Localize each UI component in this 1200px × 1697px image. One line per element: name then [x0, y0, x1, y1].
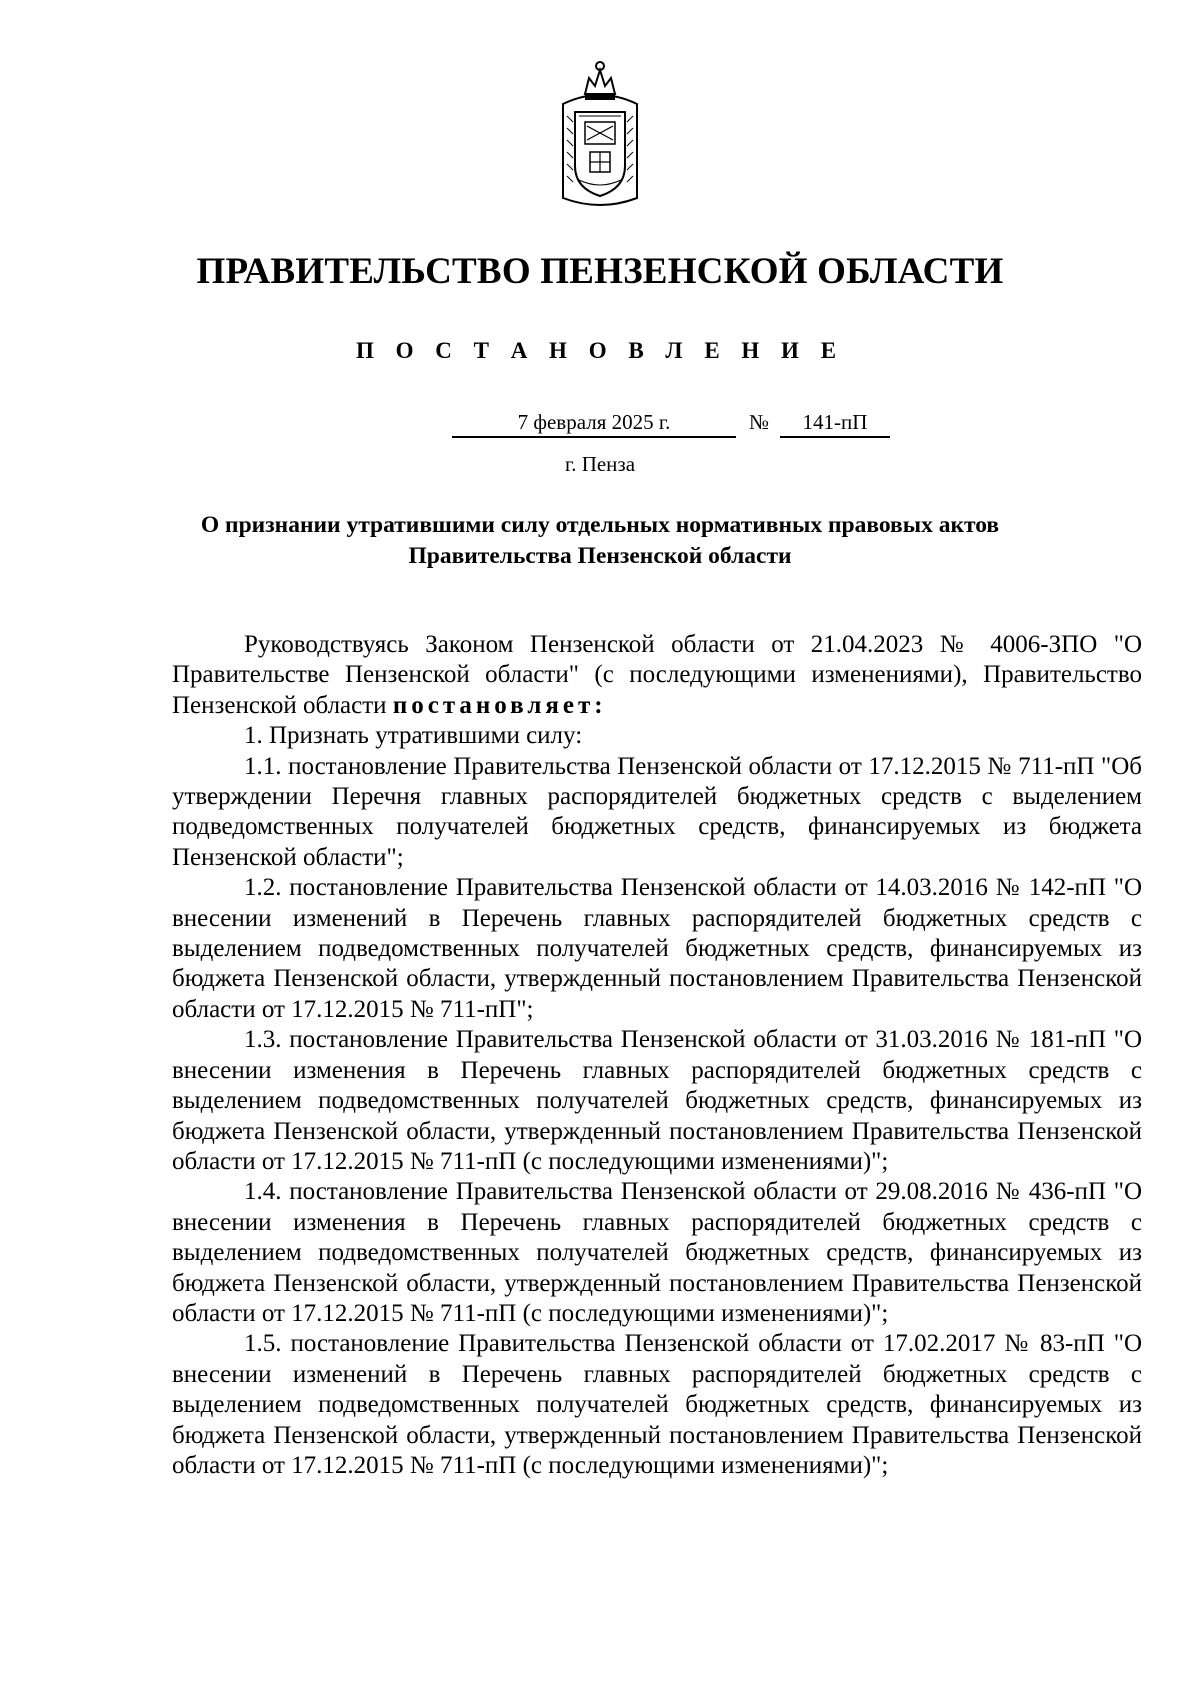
coat-of-arms-icon [545, 56, 655, 216]
date-number-line [0, 408, 1200, 438]
item-1: 1. Признать утратившими силу: [244, 722, 583, 750]
document-date: 7 февраля 2025 г. [452, 408, 736, 438]
document-number: 141-пП [780, 408, 890, 438]
item-1-2: 1.2. постановление Правительства Пензенской области от 14.03.2016 № 142-пП "О внесении изменений в Перечень главных распорядителей бюджетных средств с выделением подведомственных получателей бюджетных средств, финансируемых из бюджета Пензенской области, утвержденный постановлением Правительства Пензенской области от 17.12.2015 № 711-пП"; [172, 874, 1142, 1023]
resolves-word: постановляет: [392, 691, 607, 719]
organization-title: ПРАВИТЕЛЬСТВО ПЕНЗЕНСКОЙ ОБЛАСТИ [196, 251, 1004, 292]
document-subject [160, 510, 1040, 572]
number-sign: № [748, 410, 770, 434]
item-1-3: 1.3. постановление Правительства Пензенской области от 31.03.2016 № 181-пП "О внесении изменения в Перечень главных распорядителей бюджетных средств с выделением подведомственных получателей бюджетных средств, финансируемых из бюджета Пензенской области, утвержденный постановлением Правительства Пензенской области от 17.12.2015 № 711-пП (с последующими изменениями)"; [172, 1026, 1142, 1175]
document-type: П О С Т А Н О В Л Е Н И Е [355, 338, 845, 363]
subject-line-1: О признании утратившими силу отдельных нормативных правовых актов [200, 512, 1000, 538]
item-1-4: 1.4. постановление Правительства Пензенской области от 29.08.2016 № 436-пП "О внесении изменения в Перечень главных распорядителей бюджетных средств с выделением подведомственных получателей бюджетных средств, финансируемых из бюджета Пензенской области, утвержденный постановлением Правительства Пензенской области от 17.12.2015 № 711-пП (с последующими изменениями)"; [172, 1178, 1142, 1327]
item-1-1: 1.1. постановление Правительства Пензенской области от 17.12.2015 № 711-пП "Об утверждении Перечня главных распорядителей бюджетных средств с выделением подведомственных получателей бюджетных средств, финансируемых из бюджета Пензенской области"; [172, 752, 1142, 871]
preamble-paragraph [172, 630, 1142, 721]
document-body [172, 630, 1142, 1481]
subject-line-2: Правительства Пензенской области [408, 543, 792, 569]
city-name: г. Пенза [564, 452, 636, 476]
item-1-5: 1.5. постановление Правительства Пензенской области от 17.02.2017 № 83-пП "О внесении изменений в Перечень главных распорядителей бюджетных средств с выделением подведомственных получателей бюджетных средств, финансируемых из бюджета Пензенской области, утвержденный постановлением Правительства Пензенской области от 17.12.2015 № 711-пП (с последующими изменениями)"; [172, 1330, 1142, 1479]
preamble-text: Руководствуясь Законом Пензенской области от 21.04.2023 № 4006-ЗПО "О Правительстве Пензенской области" (с последующими изменениями), Правительство Пензенской области [172, 631, 1142, 719]
